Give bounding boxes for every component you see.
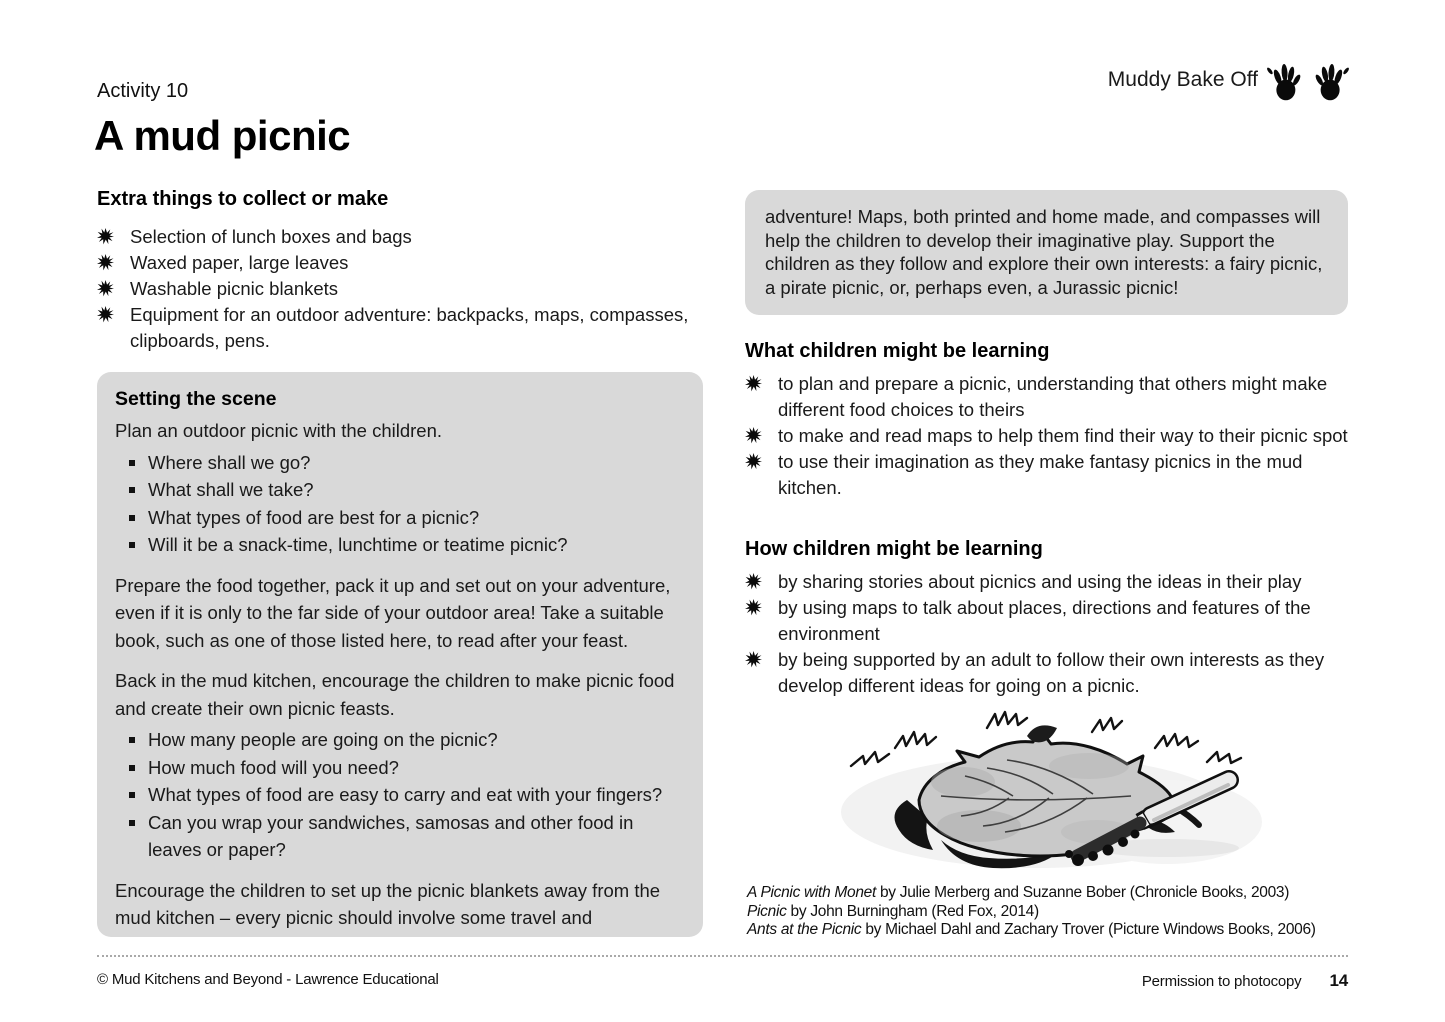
square-bullet-icon xyxy=(129,542,135,548)
list-item-label: How much food will you need? xyxy=(148,756,399,778)
mud-splat-bullet-icon xyxy=(745,375,762,392)
handprint-left-icon xyxy=(1266,62,1304,104)
list-item xyxy=(129,476,683,504)
list-item xyxy=(129,781,683,809)
scene-question-list xyxy=(129,726,683,864)
book-details: by Michael Dahl and Zachary Trover (Picture Windows Books, 2006) xyxy=(861,921,1316,938)
extra-things-heading: Extra things to collect or make xyxy=(97,188,389,210)
list-item-label: Selection of lunch boxes and bags xyxy=(130,226,412,247)
mud-splat-bullet-icon xyxy=(745,651,762,668)
square-bullet-icon xyxy=(129,820,135,826)
book-reference xyxy=(747,921,1348,940)
book-title: Picnic xyxy=(747,902,787,920)
copyright-text: © Mud Kitchens and Beyond - Lawrence Educational xyxy=(97,971,439,988)
handprint-right-icon xyxy=(1312,62,1350,104)
list-item xyxy=(745,647,1348,699)
list-item xyxy=(745,595,1348,647)
square-bullet-icon xyxy=(129,515,135,521)
list-item xyxy=(129,504,683,532)
list-item-label: by sharing stories about picnics and using the ideas in their play xyxy=(778,571,1302,592)
dotted-divider xyxy=(97,955,1348,957)
list-item-label: Waxed paper, large leaves xyxy=(130,252,349,273)
scene-paragraph: Back in the mud kitchen, encourage the children to make picnic food and create their own picnic feasts. xyxy=(115,670,675,719)
scene-paragraph: Prepare the food together, pack it up and set out on your adventure, even if it is only to the far side of your outdoor area! Take a suitable book, such as one of those listed here, to read after your feast. xyxy=(115,574,671,651)
list-item xyxy=(745,423,1348,449)
list-item-label: What types of food are best for a picnic? xyxy=(148,506,480,528)
scene-intro: Plan an outdoor picnic with the children. xyxy=(115,420,443,441)
how-learning-section xyxy=(745,538,1348,699)
book-reference xyxy=(747,884,1348,903)
page-title: A mud picnic xyxy=(94,112,351,159)
mud-splat-bullet-icon xyxy=(745,573,762,590)
list-item xyxy=(745,569,1348,595)
scene-question-list xyxy=(129,449,683,559)
continuation-text: adventure! Maps, both printed and home made, and compasses will help the children to develop their imaginative play. Support the children as they follow and explore their own interests: a fairy picnic, a pirate picnic, or, perhaps even, a Jurassic picnic! xyxy=(765,206,1323,298)
extra-things-list xyxy=(97,224,703,354)
list-item xyxy=(129,754,683,782)
list-item-label: by using maps to talk about places, directions and features of the environment xyxy=(778,597,1311,644)
book-details: by Julie Merberg and Suzanne Bober (Chronicle Books, 2003) xyxy=(875,884,1290,901)
what-learning-section xyxy=(745,340,1348,501)
list-item xyxy=(129,809,683,864)
square-bullet-icon xyxy=(129,737,135,743)
square-bullet-icon xyxy=(129,487,135,493)
list-item xyxy=(97,250,703,276)
list-item-label: Can you wrap your sandwiches, samosas and other food in leaves or paper? xyxy=(148,811,634,860)
list-item-label: to use their imagination as they make fantasy picnics in the mud kitchen. xyxy=(778,451,1303,498)
what-learning-heading: What children might be learning xyxy=(745,340,1050,362)
list-item xyxy=(745,449,1348,501)
square-bullet-icon xyxy=(129,792,135,798)
list-item xyxy=(129,449,683,477)
list-item xyxy=(129,726,683,754)
mud-splat-bullet-icon xyxy=(745,453,762,470)
book-details: by John Burningham (Red Fox, 2014) xyxy=(786,902,1039,920)
what-learning-list xyxy=(745,371,1348,501)
list-item-label: Will it be a snack-time, lunchtime or teatime picnic? xyxy=(148,534,568,555)
mud-splat-bullet-icon xyxy=(745,599,762,616)
list-item-label: to plan and prepare a picnic, understanding that others might make different food choices to theirs xyxy=(778,373,1328,420)
mud-splat-bullet-icon xyxy=(745,427,762,444)
list-item xyxy=(97,302,703,354)
left-column xyxy=(97,188,703,928)
how-learning-heading: How children might be learning xyxy=(745,538,1043,560)
page-number: 14 xyxy=(1329,971,1348,990)
book-reference xyxy=(747,903,1348,922)
list-item-label: by being supported by an adult to follow their own interests as they develop different ideas for going on a picnic. xyxy=(778,649,1325,696)
list-item-label: What shall we take? xyxy=(148,479,314,500)
list-item-label: Equipment for an outdoor adventure: backpacks, maps, compasses, clipboards, pens. xyxy=(130,304,689,351)
how-learning-list xyxy=(745,569,1348,699)
square-bullet-icon xyxy=(129,460,135,466)
permission-text: Permission to photocopy xyxy=(1141,973,1302,990)
series-label: Muddy Bake Off xyxy=(1107,68,1258,91)
mud-splat-bullet-icon xyxy=(97,280,114,297)
leaf-sandwich-illustration xyxy=(837,704,1275,876)
mud-splat-bullet-icon xyxy=(97,254,114,271)
list-item-label: What types of food are easy to carry and eat with your fingers? xyxy=(148,784,663,805)
scene-paragraph: Encourage the children to set up the picnic blankets away from the mud kitchen – every picnic should involve some travel and xyxy=(115,879,661,928)
square-bullet-icon xyxy=(129,765,135,771)
list-item-label: Where shall we go? xyxy=(148,451,311,473)
footer-right xyxy=(1142,971,1348,991)
list-item xyxy=(97,276,703,302)
activity-label: Activity 10 xyxy=(97,80,189,102)
book-list xyxy=(747,884,1348,940)
list-item-label: Washable picnic blankets xyxy=(130,278,339,299)
list-item xyxy=(97,224,703,250)
mud-splat-bullet-icon xyxy=(97,228,114,245)
setting-the-scene-box xyxy=(97,372,703,937)
book-title: Ants at the Picnic xyxy=(747,921,862,938)
list-item xyxy=(129,531,683,559)
list-item-label: How many people are going on the picnic? xyxy=(148,729,498,750)
list-item xyxy=(745,371,1348,423)
scene-heading: Setting the scene xyxy=(115,388,277,410)
continuation-box xyxy=(745,190,1348,315)
list-item-label: to make and read maps to help them find their way to their picnic spot xyxy=(778,425,1348,446)
series-brand xyxy=(1108,62,1350,104)
mud-splat-bullet-icon xyxy=(97,306,114,323)
book-title: A Picnic with Monet xyxy=(747,884,876,901)
